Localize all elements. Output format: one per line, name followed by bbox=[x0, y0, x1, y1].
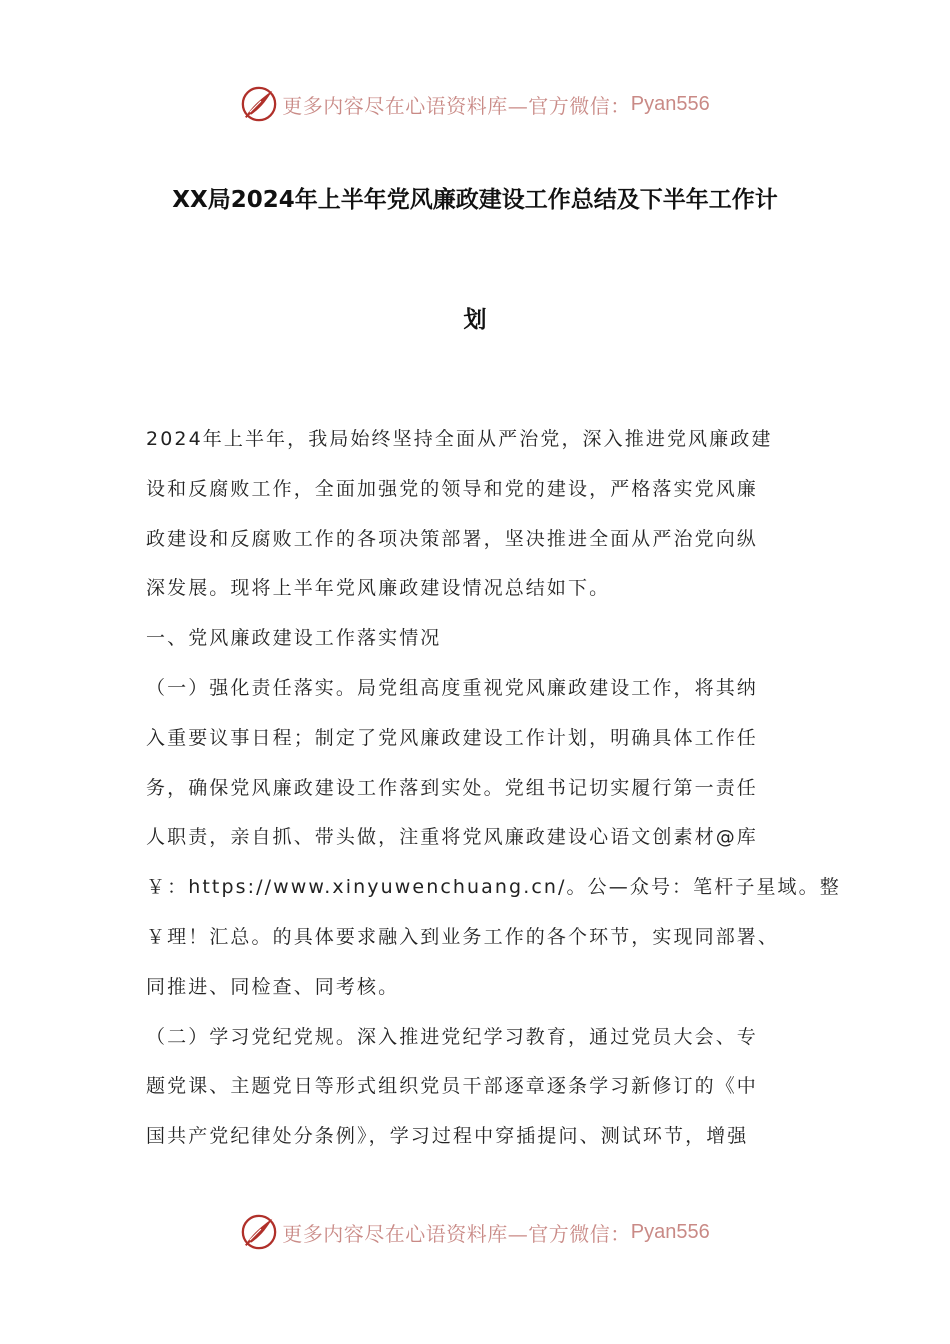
footer-banner bbox=[0, 1210, 950, 1254]
banner-wechat-id: Pyan556 bbox=[630, 92, 710, 115]
body-line: （二）学习党纪党规。深入推进党纪学习教育，通过党员大会、专 bbox=[146, 1025, 758, 1048]
body-line: 人职责，亲自抓、带头做，注重将党风廉政建设心语文创素材@库 bbox=[146, 826, 758, 849]
banner-wechat-id: Pyan556 bbox=[630, 1220, 710, 1243]
body-line: 同推进、同检查、同考核。 bbox=[146, 975, 400, 998]
body-line: 国共产党纪律处分条例》，学习过程中穿插提问、测试环节，增强 bbox=[146, 1125, 749, 1148]
body-line: 设和反腐败工作，全面加强党的领导和党的建设，严格落实党风廉 bbox=[146, 477, 758, 500]
body-line: ￥：https://www.xinyuwenchuang.cn/。公—众号：笔杆子星域。整 bbox=[146, 876, 841, 899]
quill-logo-icon bbox=[240, 1213, 278, 1251]
document-body bbox=[146, 415, 841, 1162]
body-line: 务，确保党风廉政建设工作落到实处。党组书记切实履行第一责任 bbox=[146, 776, 758, 799]
section-heading: 一、党风廉政建设工作落实情况 bbox=[146, 627, 442, 650]
quill-logo-icon bbox=[240, 85, 278, 123]
body-line: 2024年上半年，我局始终坚持全面从严治党，深入推进党风廉政建 bbox=[146, 428, 773, 450]
body-line: 题党课、主题党日等形式组织党员干部逐章逐条学习新修订的《中 bbox=[146, 1075, 758, 1098]
document-title-line-1: XX局2024年上半年党风廉政建设工作总结及下半年工作计 bbox=[172, 187, 778, 213]
banner-text: 更多内容尽在心语资料库—官方微信： bbox=[282, 1221, 631, 1246]
header-banner bbox=[0, 82, 950, 126]
document-title-line-2: 划 bbox=[463, 307, 487, 333]
body-line: 入重要议事日程；制定了党风廉政建设工作计划，明确具体工作任 bbox=[146, 726, 758, 749]
banner-text: 更多内容尽在心语资料库—官方微信： bbox=[282, 93, 631, 118]
body-line: 政建设和反腐败工作的各项决策部署，坚决推进全面从严治党向纵 bbox=[146, 527, 758, 550]
body-line: 深发展。现将上半年党风廉政建设情况总结如下。 bbox=[146, 577, 611, 600]
body-line: （一）强化责任落实。局党组高度重视党风廉政建设工作，将其纳 bbox=[146, 676, 758, 699]
body-line: ￥理！汇总。的具体要求融入到业务工作的各个环节，实现同部署、 bbox=[146, 925, 780, 948]
